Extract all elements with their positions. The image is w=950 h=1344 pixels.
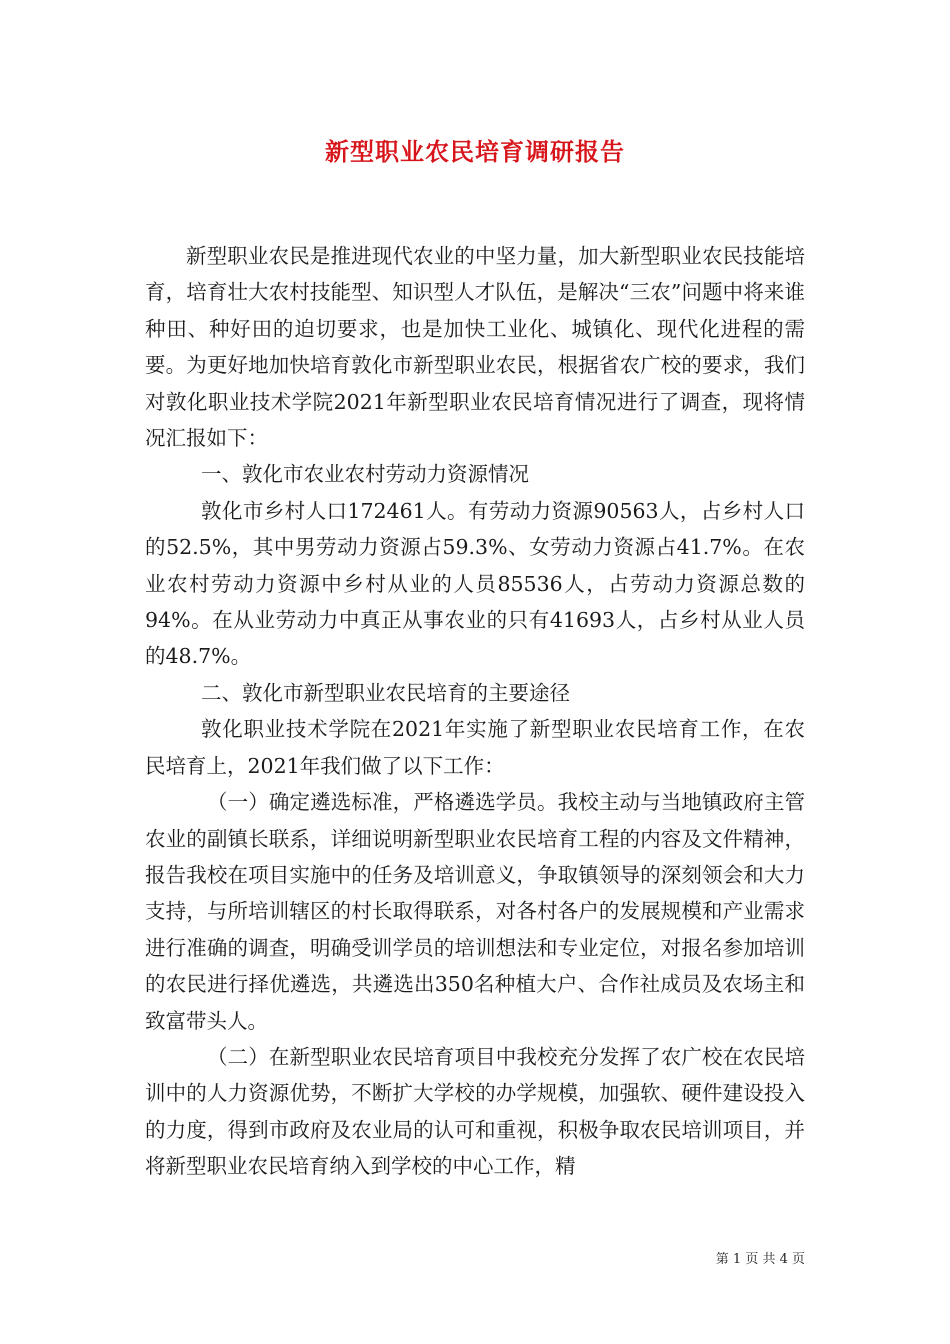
page-number: 第 1 页 共 4 页 — [715, 1252, 805, 1267]
paragraph-labor-resources: 敦化市乡村人口172461人。有劳动力资源90563人，占乡村人口的52.5%，其中男劳动力资源占59.3%、女劳动力资源占41.7%。在农业农村劳动力资源中乡村从业的人员85536人，占劳动力资源总数的94%。在从业劳动力中真正从事农业的只有41693人，占乡村从业人员的48.7%。 — [145, 498, 805, 669]
document-body — [145, 238, 805, 1185]
section-heading-1: 一、敦化市农业农村劳动力资源情况 — [201, 462, 529, 487]
paragraph-item-2: （二）在新型职业农民培育项目中我校充分发挥了农广校在农民培训中的人力资源优势，不断扩大学校的办学规模，加强软、硬件建设投入的力度，得到市政府及农业局的认可和重视，积极争取农民培训项目，并将新型职业农民培育纳入到学校的中心工作，精 — [145, 1044, 805, 1179]
paragraph-intro: 新型职业农民是推进现代农业的中坚力量，加大新型职业农民技能培育，培育壮大农村技能型、知识型人才队伍，是解决“三农”问题中将来谁种田、种好田的迫切要求，也是加快工业化、城镇化、现代化进程的需要。为更好地加快培育敦化市新型职业农民，根据省农广校的要求，我们对敦化职业技术学院2021年新型职业农民培育情况进行了调查，现将情况汇报如下： — [145, 244, 805, 451]
paragraph-training-overview: 敦化职业技术学院在2021年实施了新型职业农民培育工作，在农民培育上，2021年我们做了以下工作： — [145, 717, 805, 778]
section-heading-2: 二、敦化市新型职业农民培育的主要途径 — [201, 680, 570, 705]
paragraph-item-1: （一）确定遴选标准，严格遴选学员。我校主动与当地镇政府主管农业的副镇长联系，详细说明新型职业农民培育工程的内容及文件精神，报告我校在项目实施中的任务及培训意义，争取镇领导的深刻领会和大力支持，与所培训辖区的村长取得联系，对各村各户的发展规模和产业需求进行准确的调查，明确受训学员的培训想法和专业定位，对报名参加培训的农民进行择优遴选，共遴选出350名种植大户、合作社成员及农场主和致富带头人。 — [145, 790, 805, 1033]
document-title: 新型职业农民培育调研报告 — [325, 137, 625, 166]
